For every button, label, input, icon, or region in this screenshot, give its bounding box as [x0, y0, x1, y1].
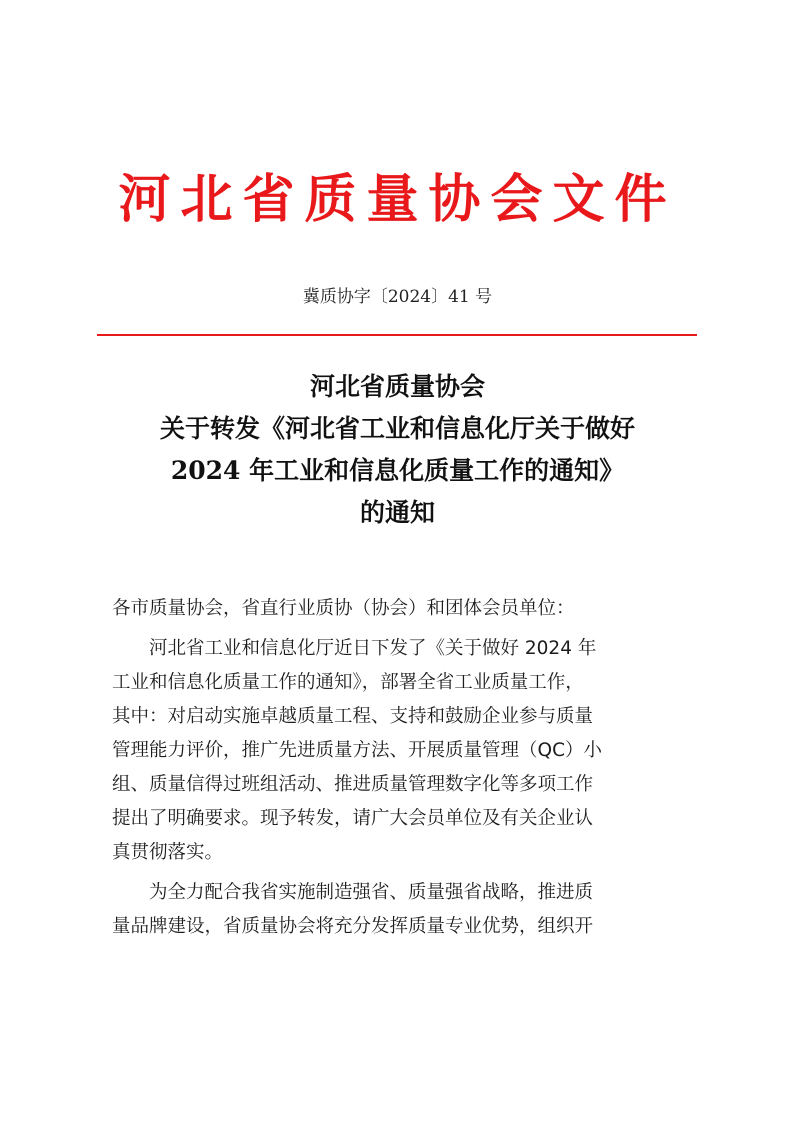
paragraph-line: 河北省工业和信息化厅近日下发了《关于做好 2024 年: [149, 638, 597, 659]
document-masthead: 河北省质量协会文件: [118, 169, 677, 230]
paragraph-line: 其中：对启动实施卓越质量工程、支持和鼓励企业参与质量: [112, 706, 594, 727]
paragraph-line: 真贯彻落实。: [112, 842, 224, 863]
paragraph-line: 组、质量信得过班组活动、推进质量管理数字化等多项工作: [112, 774, 594, 795]
salutation: 各市质量协会，省直行业质协（协会）和团体会员单位：: [112, 598, 575, 619]
title-line-4: 的通知: [359, 498, 435, 527]
paragraph-line: 为全力配合我省实施制造强省、质量强省战略，推进质: [149, 882, 594, 903]
paragraph-line: 提出了明确要求。现予转发，请广大会员单位及有关企业认: [112, 808, 594, 829]
paragraph-1: [112, 632, 682, 870]
title-line-2: 关于转发《河北省工业和信息化厅关于做好: [159, 414, 635, 443]
paragraph-line: 管理能力评价，推广先进质量方法、开展质量管理（QC）小: [112, 740, 602, 761]
paragraph-line: 量品牌建设，省质量协会将充分发挥质量专业优势，组织开: [112, 916, 594, 937]
paragraph-2: [112, 876, 682, 944]
notice-title: [0, 366, 795, 534]
title-line-1: 河北省质量协会: [309, 372, 485, 401]
red-divider-line: [97, 334, 697, 336]
title-line-3: 2024 年工业和信息化质量工作的通知》: [170, 456, 625, 485]
paragraph-line: 工业和信息化质量工作的通知》，部署全省工业质量工作，: [112, 672, 584, 693]
document-body: [112, 592, 682, 944]
document-number: 冀质协字〔2024〕41 号: [302, 287, 493, 307]
